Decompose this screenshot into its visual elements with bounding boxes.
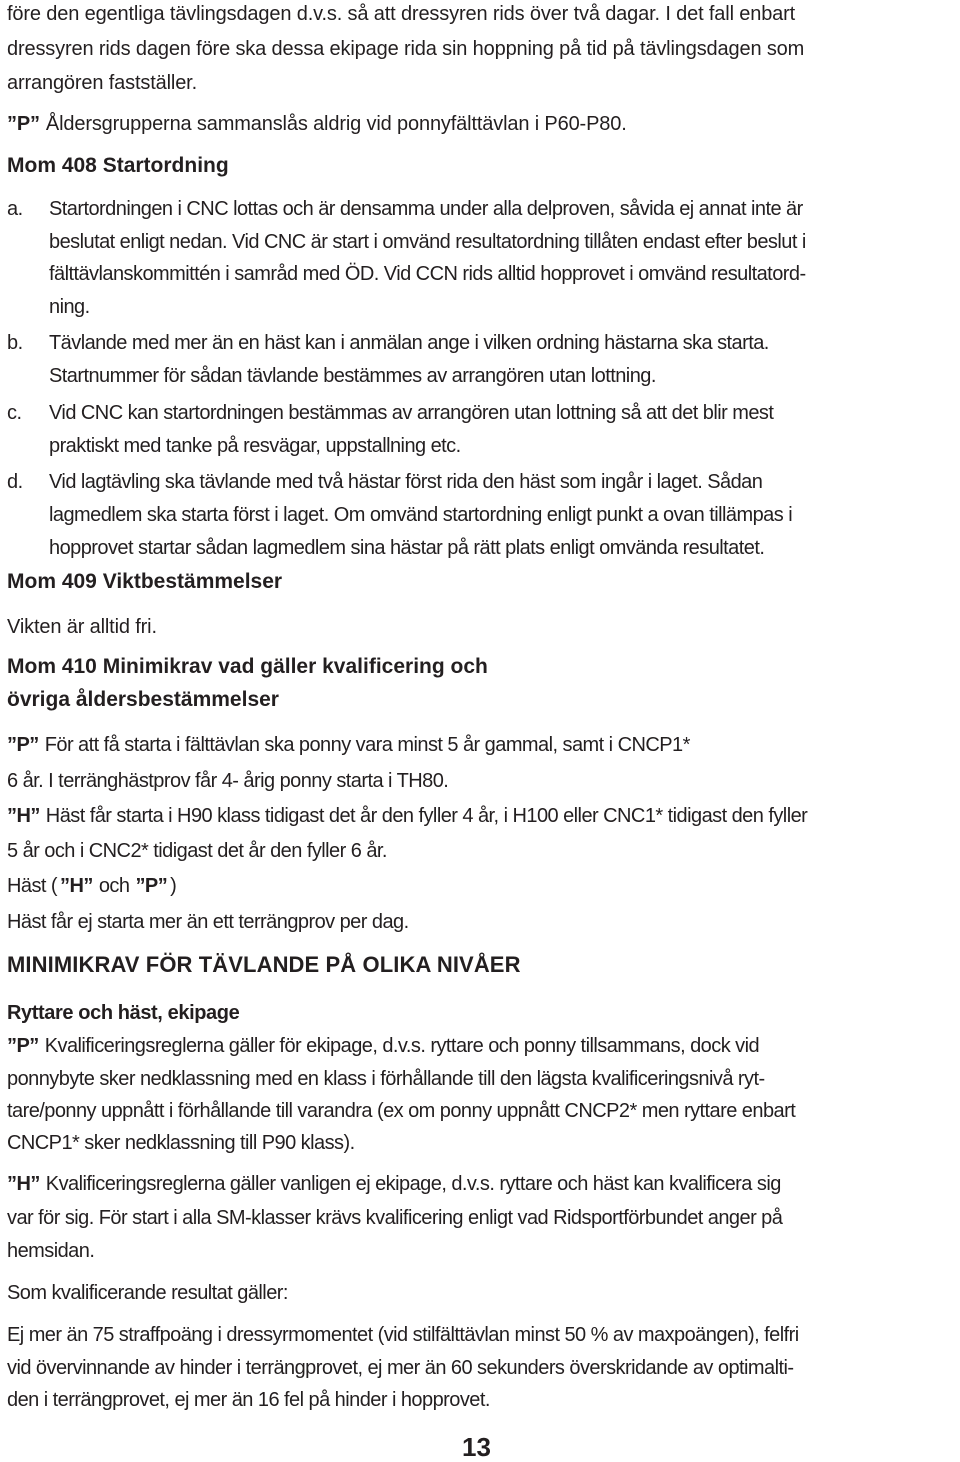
horse-rule-line: [7, 806, 807, 826]
text-line: ning.: [49, 296, 90, 318]
text-line: ponnybyte sker nedklassning med en klass i förhållande till den lägsta kvalificeringsnivå ryt-: [7, 1068, 765, 1090]
text-line: Vid lagtävling ska tävlande med två hästar först rida den häst som ingår i laget. Sådan: [49, 471, 763, 493]
text-line: Häst får ej starta mer än ett terrängprov per dag.: [7, 911, 409, 933]
text-line: Vikten är alltid fri.: [7, 616, 157, 638]
text-line: den i terrängprovet, ej mer än 16 fel på hinder i hopprovet.: [7, 1389, 490, 1411]
text-line: Ej mer än 75 straffpoäng i dressyrmomentet (vid stilfälttävlan minst 50 % av maxpoängen), felfri: [7, 1324, 799, 1346]
page-number: 13: [462, 1432, 491, 1462]
item-label: b.: [7, 332, 23, 354]
heading-minimikrav: MINIMIKRAV FÖR TÄVLANDE PÅ OLIKA NIVÅER: [7, 952, 521, 977]
text-line: hemsidan.: [7, 1240, 95, 1262]
text-line: vid övervinnande av hinder i terrängprovet, ej mer än 60 sekunders överskridande av optimalti-: [7, 1357, 794, 1379]
horse-qual-text: Kvalificeringsreglerna gäller vanligen ej ekipage, d.v.s. ryttare och häst kan kvalificera sig: [45, 1173, 781, 1195]
pony-qual-text: Kvalificeringsreglerna gäller för ekipage, d.v.s. ryttare och ponny tillsammans, dock vid: [44, 1035, 760, 1057]
text-line: Som kvalificerande resultat gäller:: [7, 1282, 288, 1304]
text-line: lagmedlem ska starta först i laget. Om omvänd startordning enligt punkt a ovan tillämpas i: [49, 504, 793, 526]
pony-marker: ”P”: [135, 875, 168, 897]
horse-pony-prefix: Häst (: [7, 875, 58, 897]
pony-rule-line: [7, 735, 690, 755]
heading-mom-410-cont: övriga åldersbestämmelser: [7, 688, 279, 711]
text-line: Vid CNC kan startordningen bestämmas av arrangören utan lottning så att det blir mest: [49, 402, 774, 424]
text-line: beslutat enligt nedan. Vid CNC är start i omvänd resultatordning tillåten endast efter beslut i: [49, 231, 806, 253]
item-label: a.: [7, 198, 23, 220]
horse-pony-suffix: ): [170, 875, 177, 897]
text-line: dressyren rids dagen före ska dessa ekipage rida sin hoppning på tid på tävlingsdagen som: [7, 38, 805, 60]
pony-marker: ”P”: [7, 113, 40, 135]
text-line: praktiskt med tanke på resvägar, uppstallning etc.: [49, 435, 461, 457]
text-line: hopprovet startar sådan lagmedlem sina hästar på rätt plats enligt omvända resultatet.: [49, 537, 765, 559]
text-line: 6 år. I terränghästprov får 4- årig ponny starta i TH80.: [7, 770, 449, 792]
text-line: CNCP1* sker nedklassning till P90 klass).: [7, 1132, 355, 1154]
heading-mom-409: Mom 409 Viktbestämmelser: [7, 570, 283, 593]
pony-marker: ”P”: [7, 734, 39, 756]
text-line: Startnummer för sådan tävlande bestämmes av arrangören utan lottning.: [49, 365, 656, 387]
pony-qual-line: [7, 1036, 759, 1056]
text-line: fälttävlanskommittén i samråd med ÖD. Vid CCN rids alltid hopprovet i omvänd resultatord-: [49, 263, 806, 285]
subheading-ryttare: Ryttare och häst, ekipage: [7, 1002, 240, 1024]
horse-marker: ”H”: [7, 1173, 40, 1195]
text-line: före den egentliga tävlingsdagen d.v.s. så att dressyren rids över två dagar. I det fall enbart: [7, 3, 796, 25]
horse-pony-and: och: [98, 875, 130, 897]
horse-marker: ”H”: [7, 805, 40, 827]
pony-marker: ”P”: [7, 1035, 39, 1057]
horse-qual-line: [7, 1174, 781, 1194]
text-line: var för sig. För start i alla SM-klasser krävs kvalificering enligt vad Ridsportförbundet anger på: [7, 1207, 783, 1229]
text-line: Startordningen i CNC lottas och är densamma under alla delproven, såvida ej annat inte är: [49, 198, 803, 220]
text-line: tare/ponny uppnått i förhållande till varandra (ex om ponny uppnått CNCP2* men ryttare enbart: [7, 1100, 796, 1122]
heading-mom-408: Mom 408 Startordning: [7, 154, 229, 177]
text-line: 5 år och i CNC2* tidigast det år den fyller 6 år.: [7, 840, 387, 862]
pony-rule-text: För att få starta i fälttävlan ska ponny vara minst 5 år gammal, samt i CNCP1*: [44, 734, 690, 756]
item-label: d.: [7, 471, 23, 493]
horse-marker: ”H”: [60, 875, 93, 897]
pony-age-text: Åldersgrupperna sammanslås aldrig vid ponnyfälttävlan i P60-P80.: [45, 113, 627, 135]
pony-age-line: [7, 114, 627, 134]
item-label: c.: [7, 402, 22, 424]
horse-pony-line: [7, 876, 176, 896]
heading-mom-410: Mom 410 Minimikrav vad gäller kvalificering och: [7, 655, 488, 678]
horse-rule-text: Häst får starta i H90 klass tidigast det år den fyller 4 år, i H100 eller CNC1* tidigast den fyller: [45, 805, 808, 827]
text-line: arrangören fastställer.: [7, 72, 197, 94]
text-line: Tävlande med mer än en häst kan i anmälan ange i vilken ordning hästarna ska starta.: [49, 332, 769, 354]
